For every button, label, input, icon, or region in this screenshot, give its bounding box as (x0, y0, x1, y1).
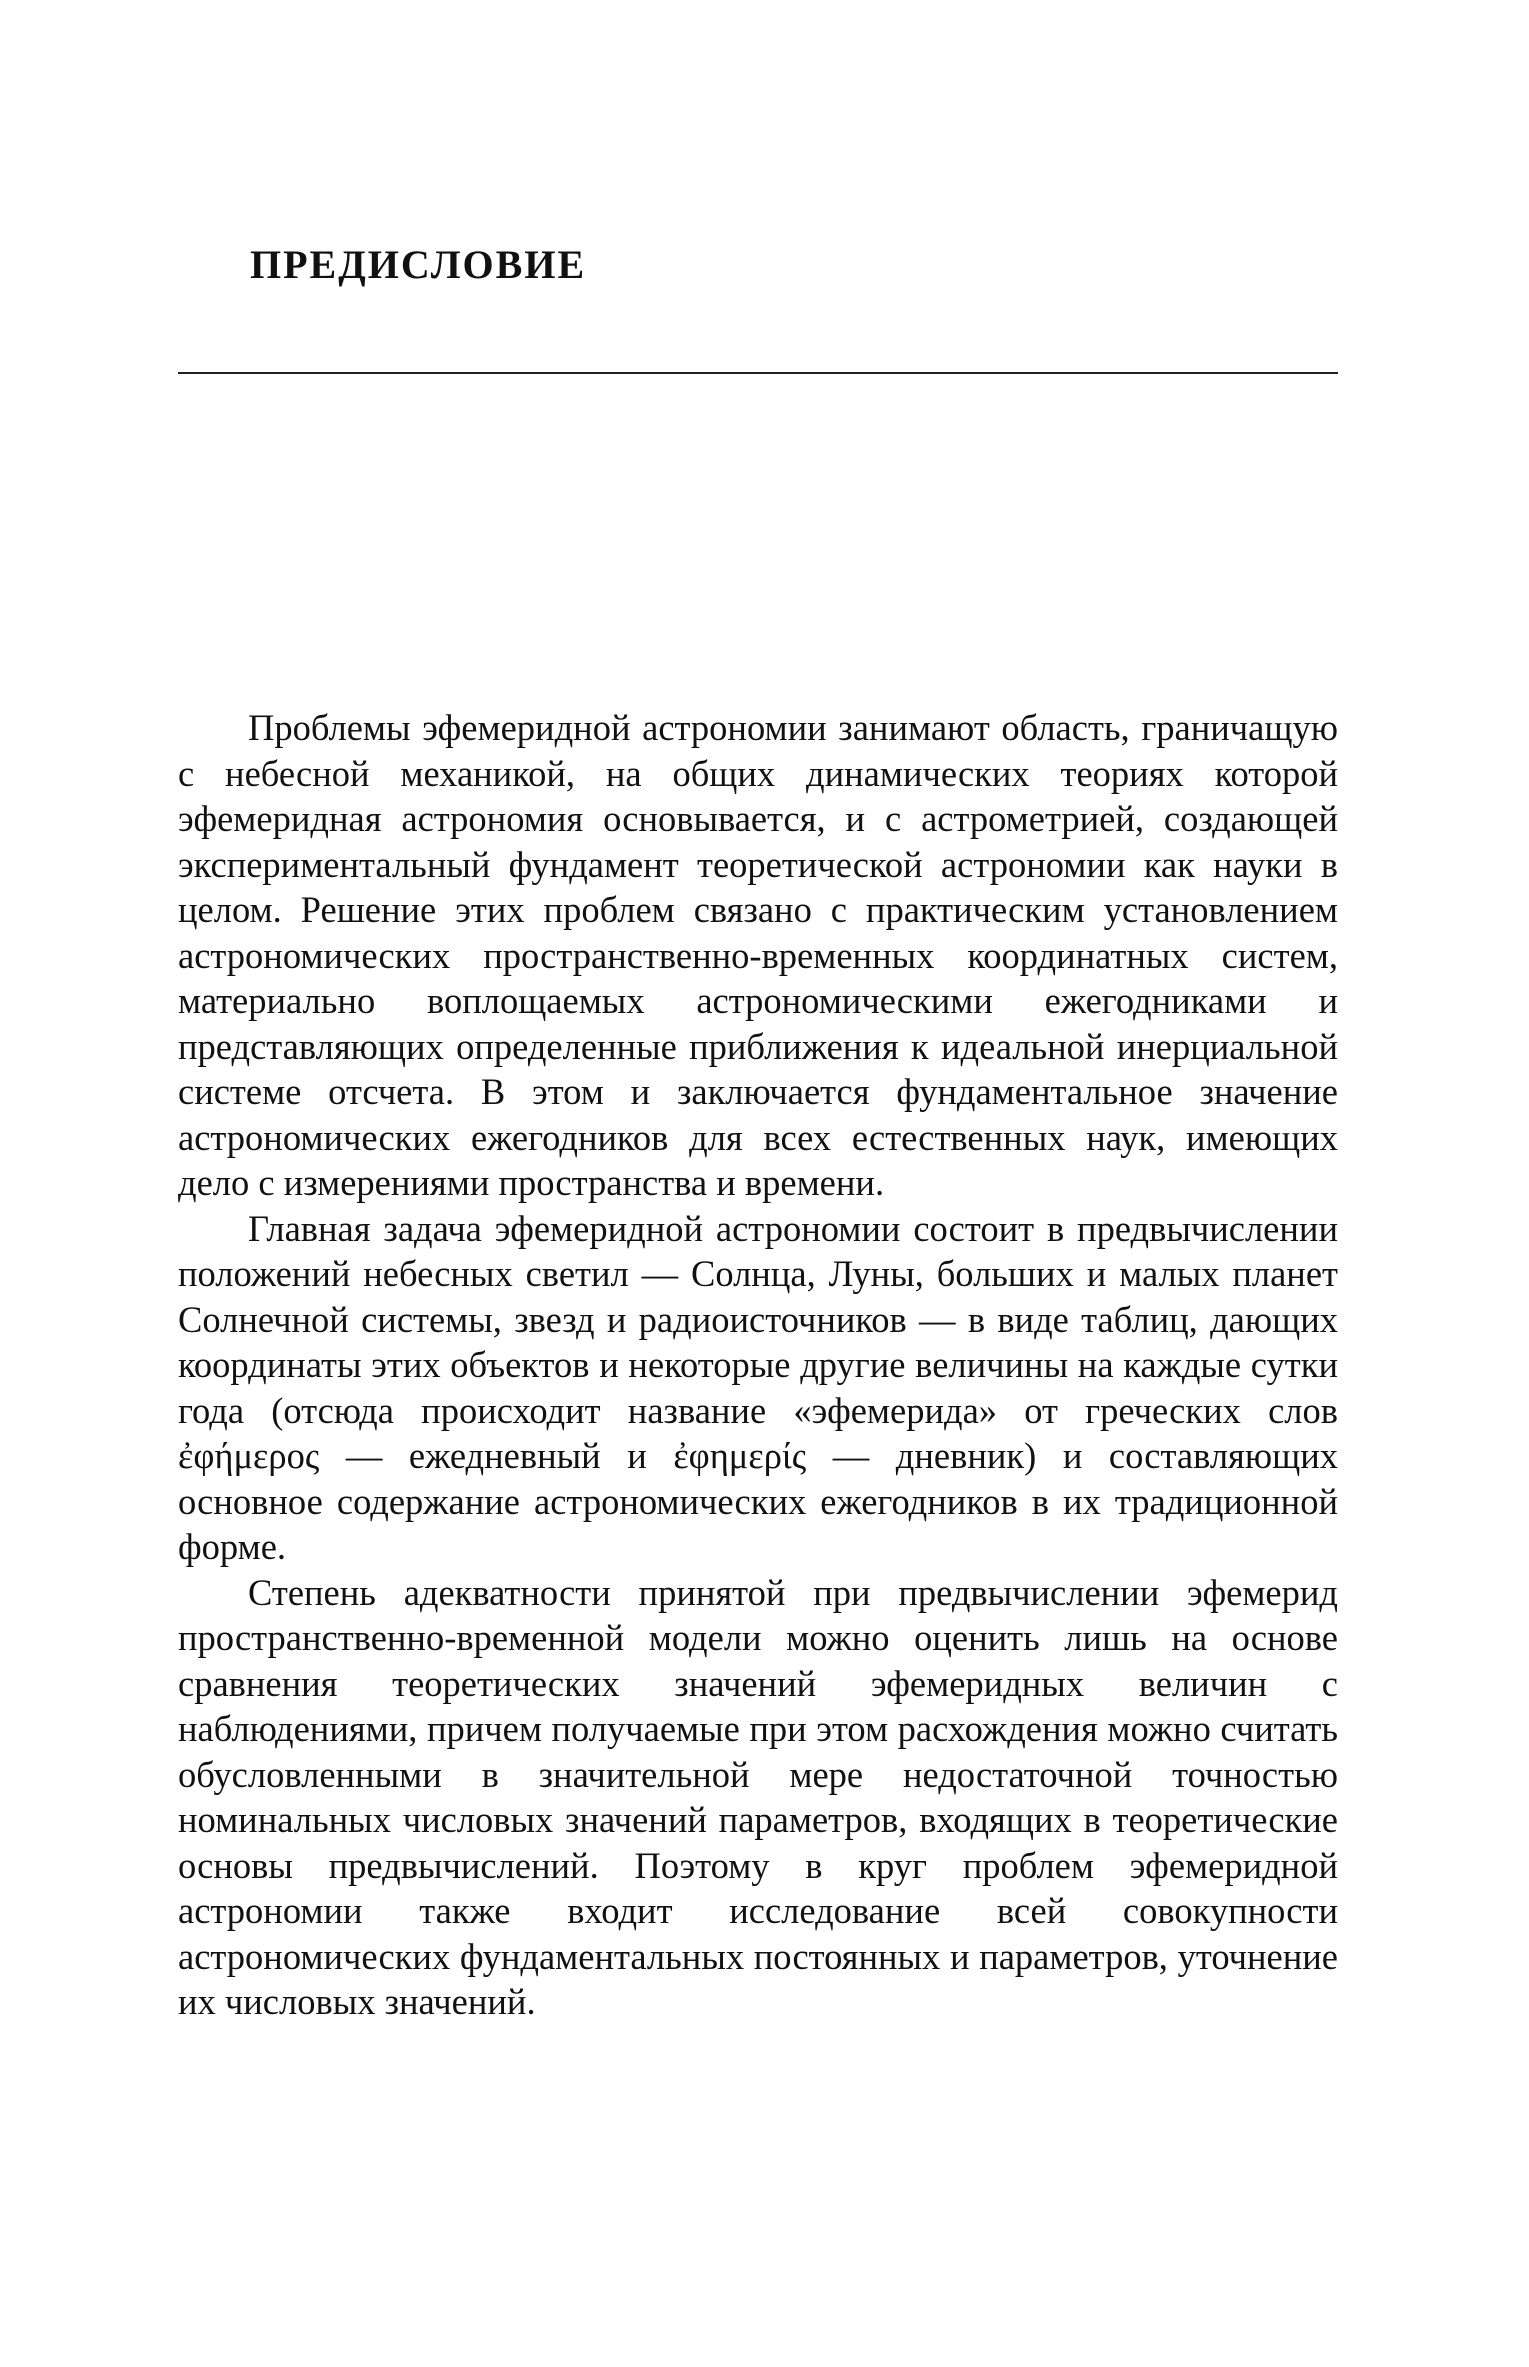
paragraph-2: Главная задача эфемеридной астрономии состоит в предвычислении положений небесных светил — Солнца, Луны, больших и малых планет Солнечной системы, звезд и радиоисточников — в виде таблиц, дающих координаты этих объектов и некоторые другие величины на каждые сутки года (отсюда происходит название «эфемерида» от греческих слов ἐφήμερος — ежедневный и ἐφημερίς — дневник) и составляющих основное содержание астрономических ежегодников в их традиционной форме. (178, 1207, 1338, 1567)
body-text (178, 705, 1338, 2025)
page-title: ПРЕДИСЛОВИЕ (250, 242, 587, 287)
paragraph-3: Степень адекватности принятой при предвычислении эфемерид пространственно-временной модели можно оценить лишь на основе сравнения теоретических значений эфемеридных величин с наблюдениями, причем получаемые при этом расхождения можно считать обусловленными в значительной мере недостаточной точностью номинальных числовых значений параметров, входящих в теоретические основы предвычислений. Поэтому в круг проблем эфемеридной астрономии также входит исследование всей совокупности астрономических фундаментальных постоянных и параметров, уточнение их числовых значений. (178, 1571, 1338, 2022)
paragraph-1: Проблемы эфемеридной астрономии занимают область, граничащую с небесной механикой, на общих динамических теориях которой эфемеридная астрономия основывается, и с астрометрией, создающей экспериментальный фундамент теоретической астрономии как науки в целом. Решение этих проблем связано с практическим установлением астрономических пространственно-временных координатных систем, материально воплощаемых астрономическими ежегодниками и представляющих определенные приближения к идеальной инерциальной системе отсчета. В этом и заключается фундаментальное значение астрономических ежегодников для всех естественных наук, имеющих дело с измерениями пространства и времени. (178, 707, 1338, 1203)
title-divider (178, 372, 1338, 374)
